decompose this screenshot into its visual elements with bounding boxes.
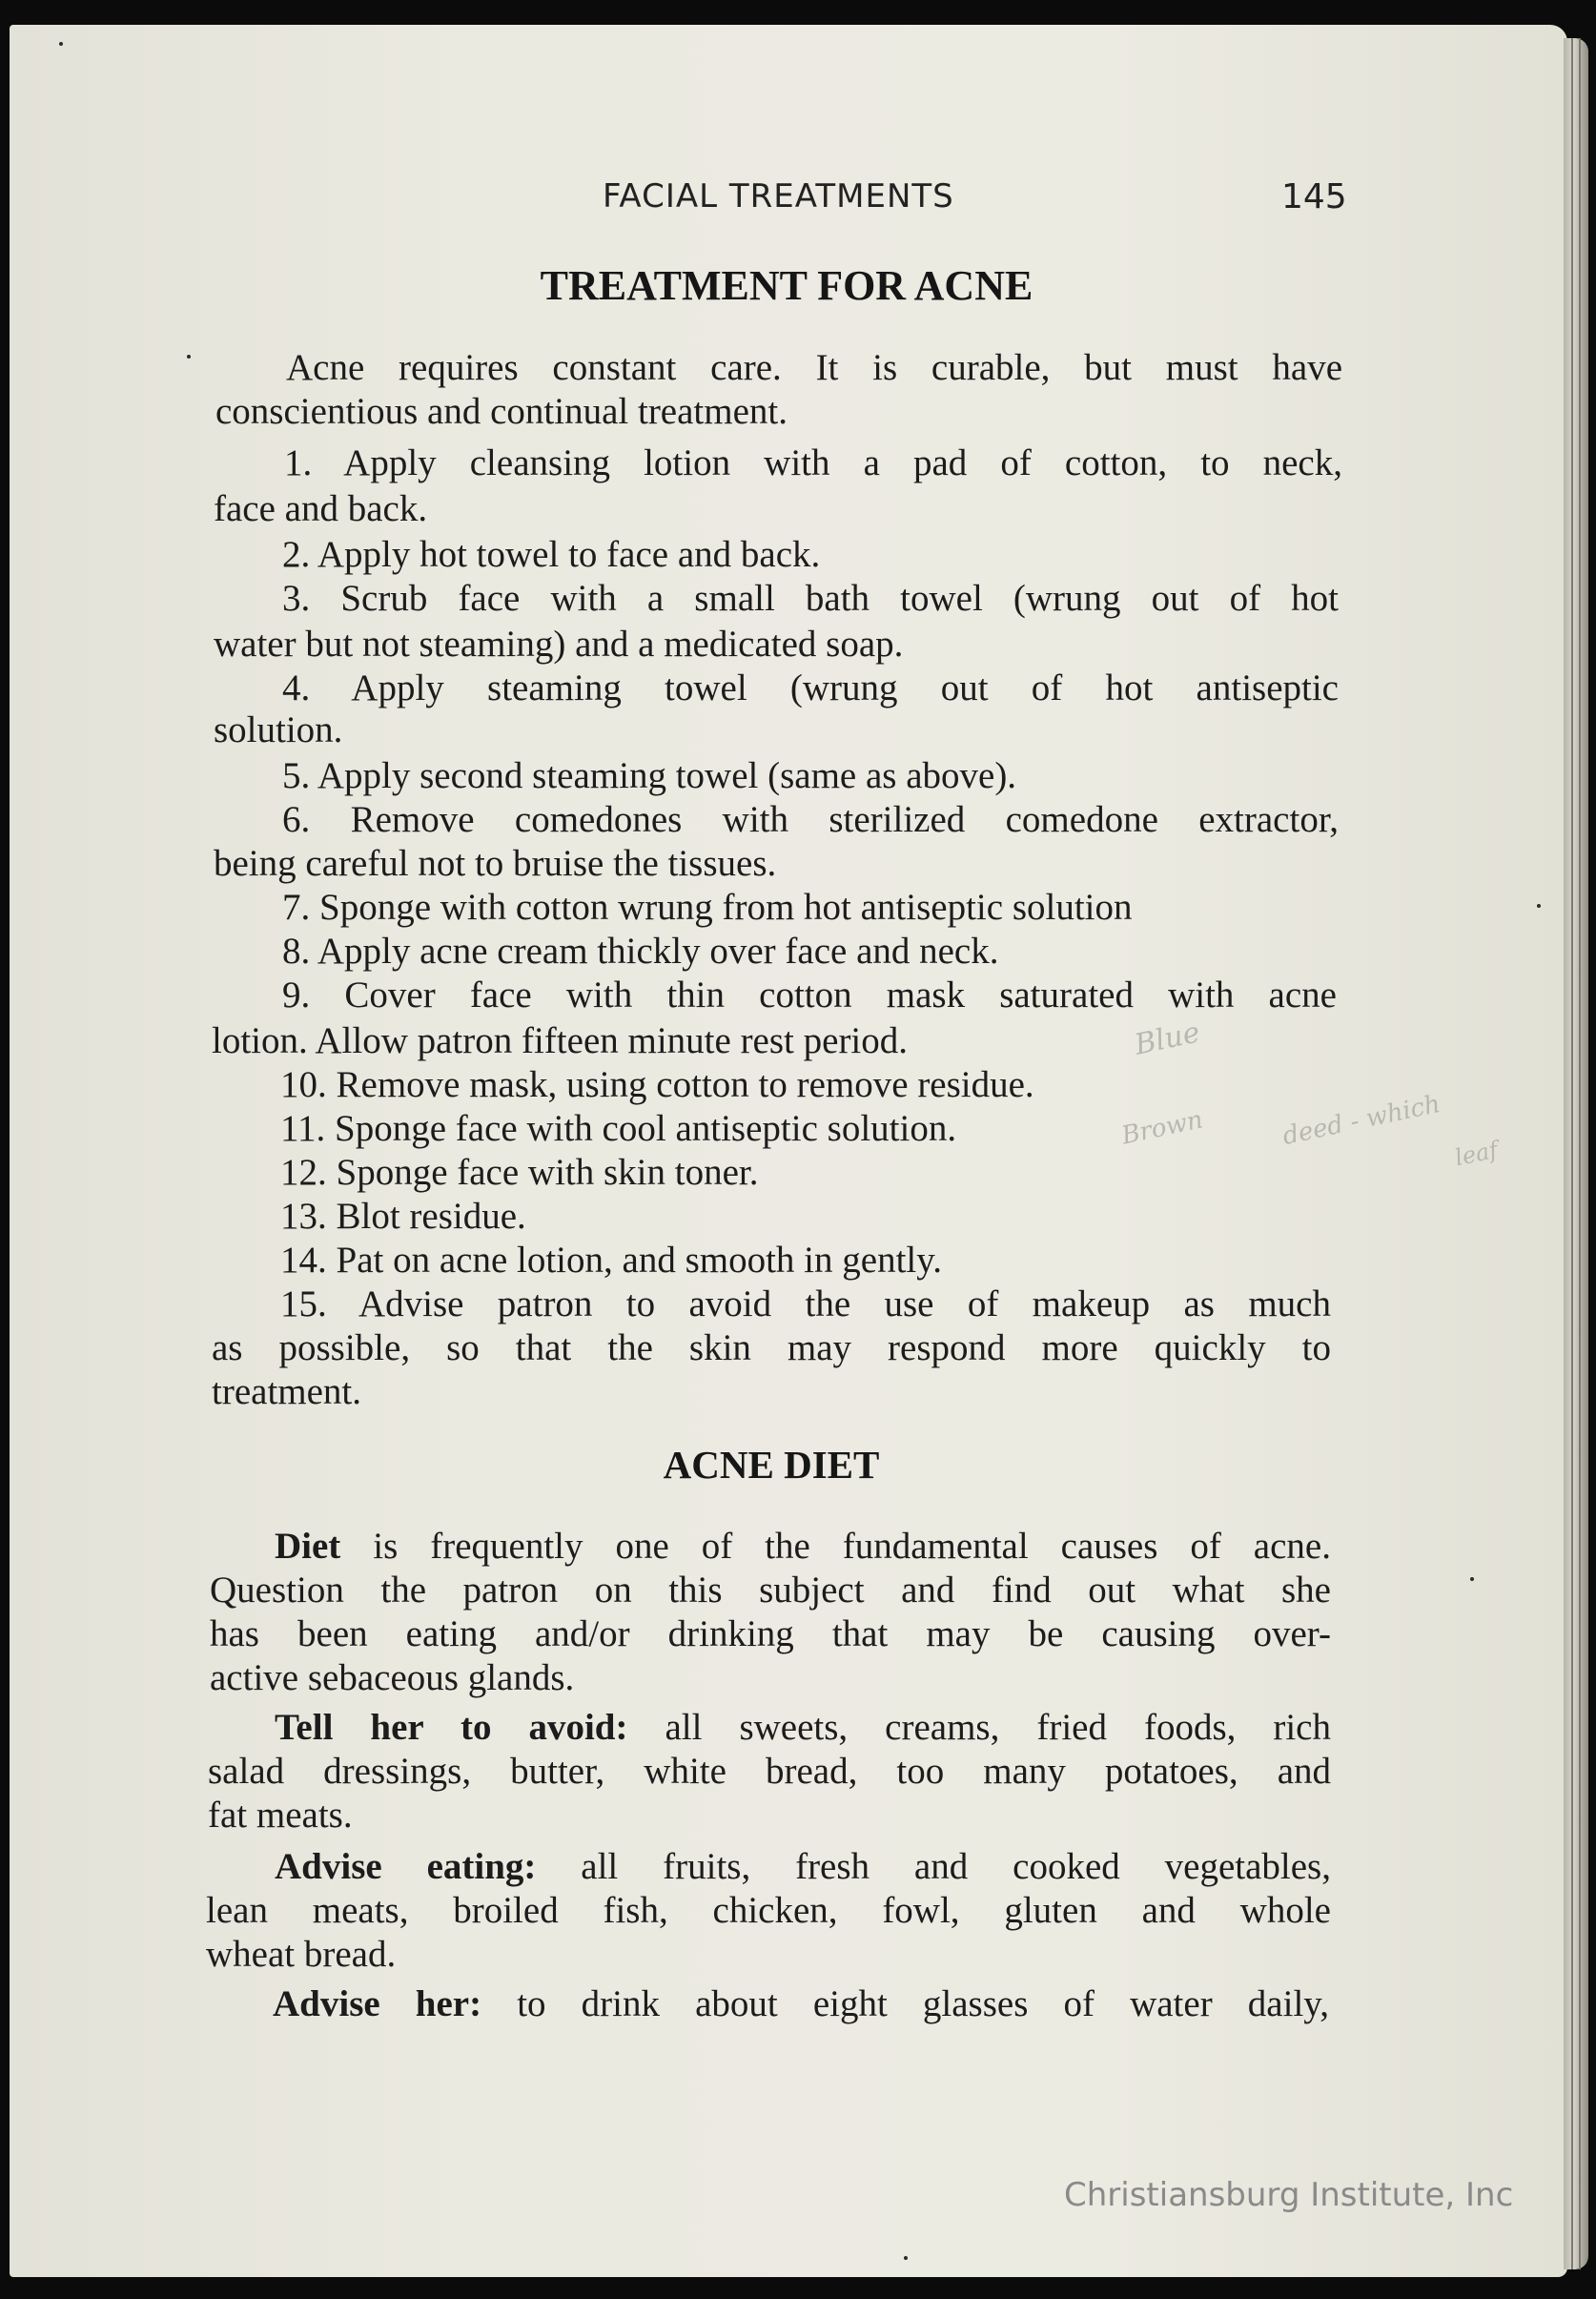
paper-speck xyxy=(187,355,191,359)
diet-paragraph-line: Advise her: to drink about eight glasses of water daily, xyxy=(273,1983,1329,2024)
diet-paragraph-line: Tell her to avoid: all sweets, creams, fried foods, rich xyxy=(275,1707,1331,1748)
step-line: lotion. Allow patron fifteen minute rest period. xyxy=(212,1020,909,1061)
diet-paragraph-line: Question the patron on this subject and find out what she xyxy=(210,1570,1331,1611)
step-line: 9. Cover face with thin cotton mask saturated with acne xyxy=(282,975,1337,1016)
paper-speck xyxy=(1470,1577,1474,1581)
step-line: water but not steaming) and a medicated soap. xyxy=(214,624,904,665)
step-line: 13. Blot residue. xyxy=(280,1196,526,1237)
step-line: 4. Apply steaming towel (wrung out of hot antiseptic xyxy=(282,667,1339,708)
diet-paragraph-line: fat meats. xyxy=(208,1795,353,1836)
watermark: Christiansburg Institute, Inc xyxy=(1064,2176,1514,2214)
diet-paragraph-line: active sebaceous glands. xyxy=(210,1657,575,1698)
running-head: FACIAL TREATMENTS xyxy=(603,177,954,216)
step-line: being careful not to bruise the tissues. xyxy=(214,843,777,884)
step-line: as possible, so that the skin may respond more quickly to xyxy=(212,1327,1331,1368)
diet-paragraph-line: Advise eating: all fruits, fresh and cooked vegetables, xyxy=(275,1846,1331,1887)
pencil-note: deed - which xyxy=(1279,1089,1443,1152)
step-line: 14. Pat on acne lotion, and smooth in gently. xyxy=(280,1240,942,1281)
pencil-note: Blue xyxy=(1132,1016,1203,1062)
bold-lead: Advise her: xyxy=(273,1983,482,2024)
section-title-treatment: TREATMENT FOR ACNE xyxy=(540,262,1033,309)
diet-paragraph-line: has been eating and/or drinking that may be causing over- xyxy=(210,1613,1331,1654)
intro-line: Acne requires constant care. It is curable, but must have xyxy=(286,347,1342,388)
section-title-diet: ACNE DIET xyxy=(663,1443,880,1487)
step-line: 2. Apply hot towel to face and back. xyxy=(282,534,821,575)
step-line: 6. Remove comedones with sterilized comedone extractor, xyxy=(282,799,1339,840)
pencil-note: Brown xyxy=(1118,1105,1206,1151)
step-line: face and back. xyxy=(214,488,428,529)
diet-paragraph-line: lean meats, broiled fish, chicken, fowl, gluten and whole xyxy=(206,1890,1331,1931)
step-line: 7. Sponge with cotton wrung from hot antiseptic solution xyxy=(282,887,1133,928)
page-number: 145 xyxy=(1281,177,1347,216)
step-line: 8. Apply acne cream thickly over face and neck. xyxy=(282,931,999,972)
step-line: 11. Sponge face with cool antiseptic solution. xyxy=(280,1108,957,1149)
bold-lead: Tell her to avoid: xyxy=(275,1707,628,1748)
paper-speck xyxy=(59,42,63,46)
step-line: 15. Advise patron to avoid the use of makeup as much xyxy=(280,1283,1331,1324)
step-line: treatment. xyxy=(212,1371,362,1412)
paper-speck xyxy=(904,2256,908,2260)
bold-lead: Advise eating: xyxy=(275,1846,537,1887)
diet-paragraph-line: Diet is frequently one of the fundamental causes of acne. xyxy=(275,1526,1331,1567)
step-line: 10. Remove mask, using cotton to remove residue. xyxy=(280,1064,1034,1105)
paper-speck xyxy=(1537,904,1541,908)
diet-paragraph-line: salad dressings, butter, white bread, too many potatoes, and xyxy=(208,1751,1331,1792)
bold-lead: Diet xyxy=(275,1526,341,1567)
step-line: 5. Apply second steaming towel (same as above). xyxy=(282,755,1017,796)
pencil-note: leaf xyxy=(1452,1136,1501,1172)
intro-line: conscientious and continual treatment. xyxy=(215,391,788,432)
step-line: solution. xyxy=(214,709,343,750)
step-line: 3. Scrub face with a small bath towel (wrung out of hot xyxy=(282,578,1339,619)
step-line: 1. Apply cleansing lotion with a pad of cotton, to neck, xyxy=(284,442,1342,483)
diet-paragraph-line: wheat bread. xyxy=(206,1934,397,1975)
step-line: 12. Sponge face with skin toner. xyxy=(280,1152,759,1193)
page-edge xyxy=(1564,38,1588,2269)
